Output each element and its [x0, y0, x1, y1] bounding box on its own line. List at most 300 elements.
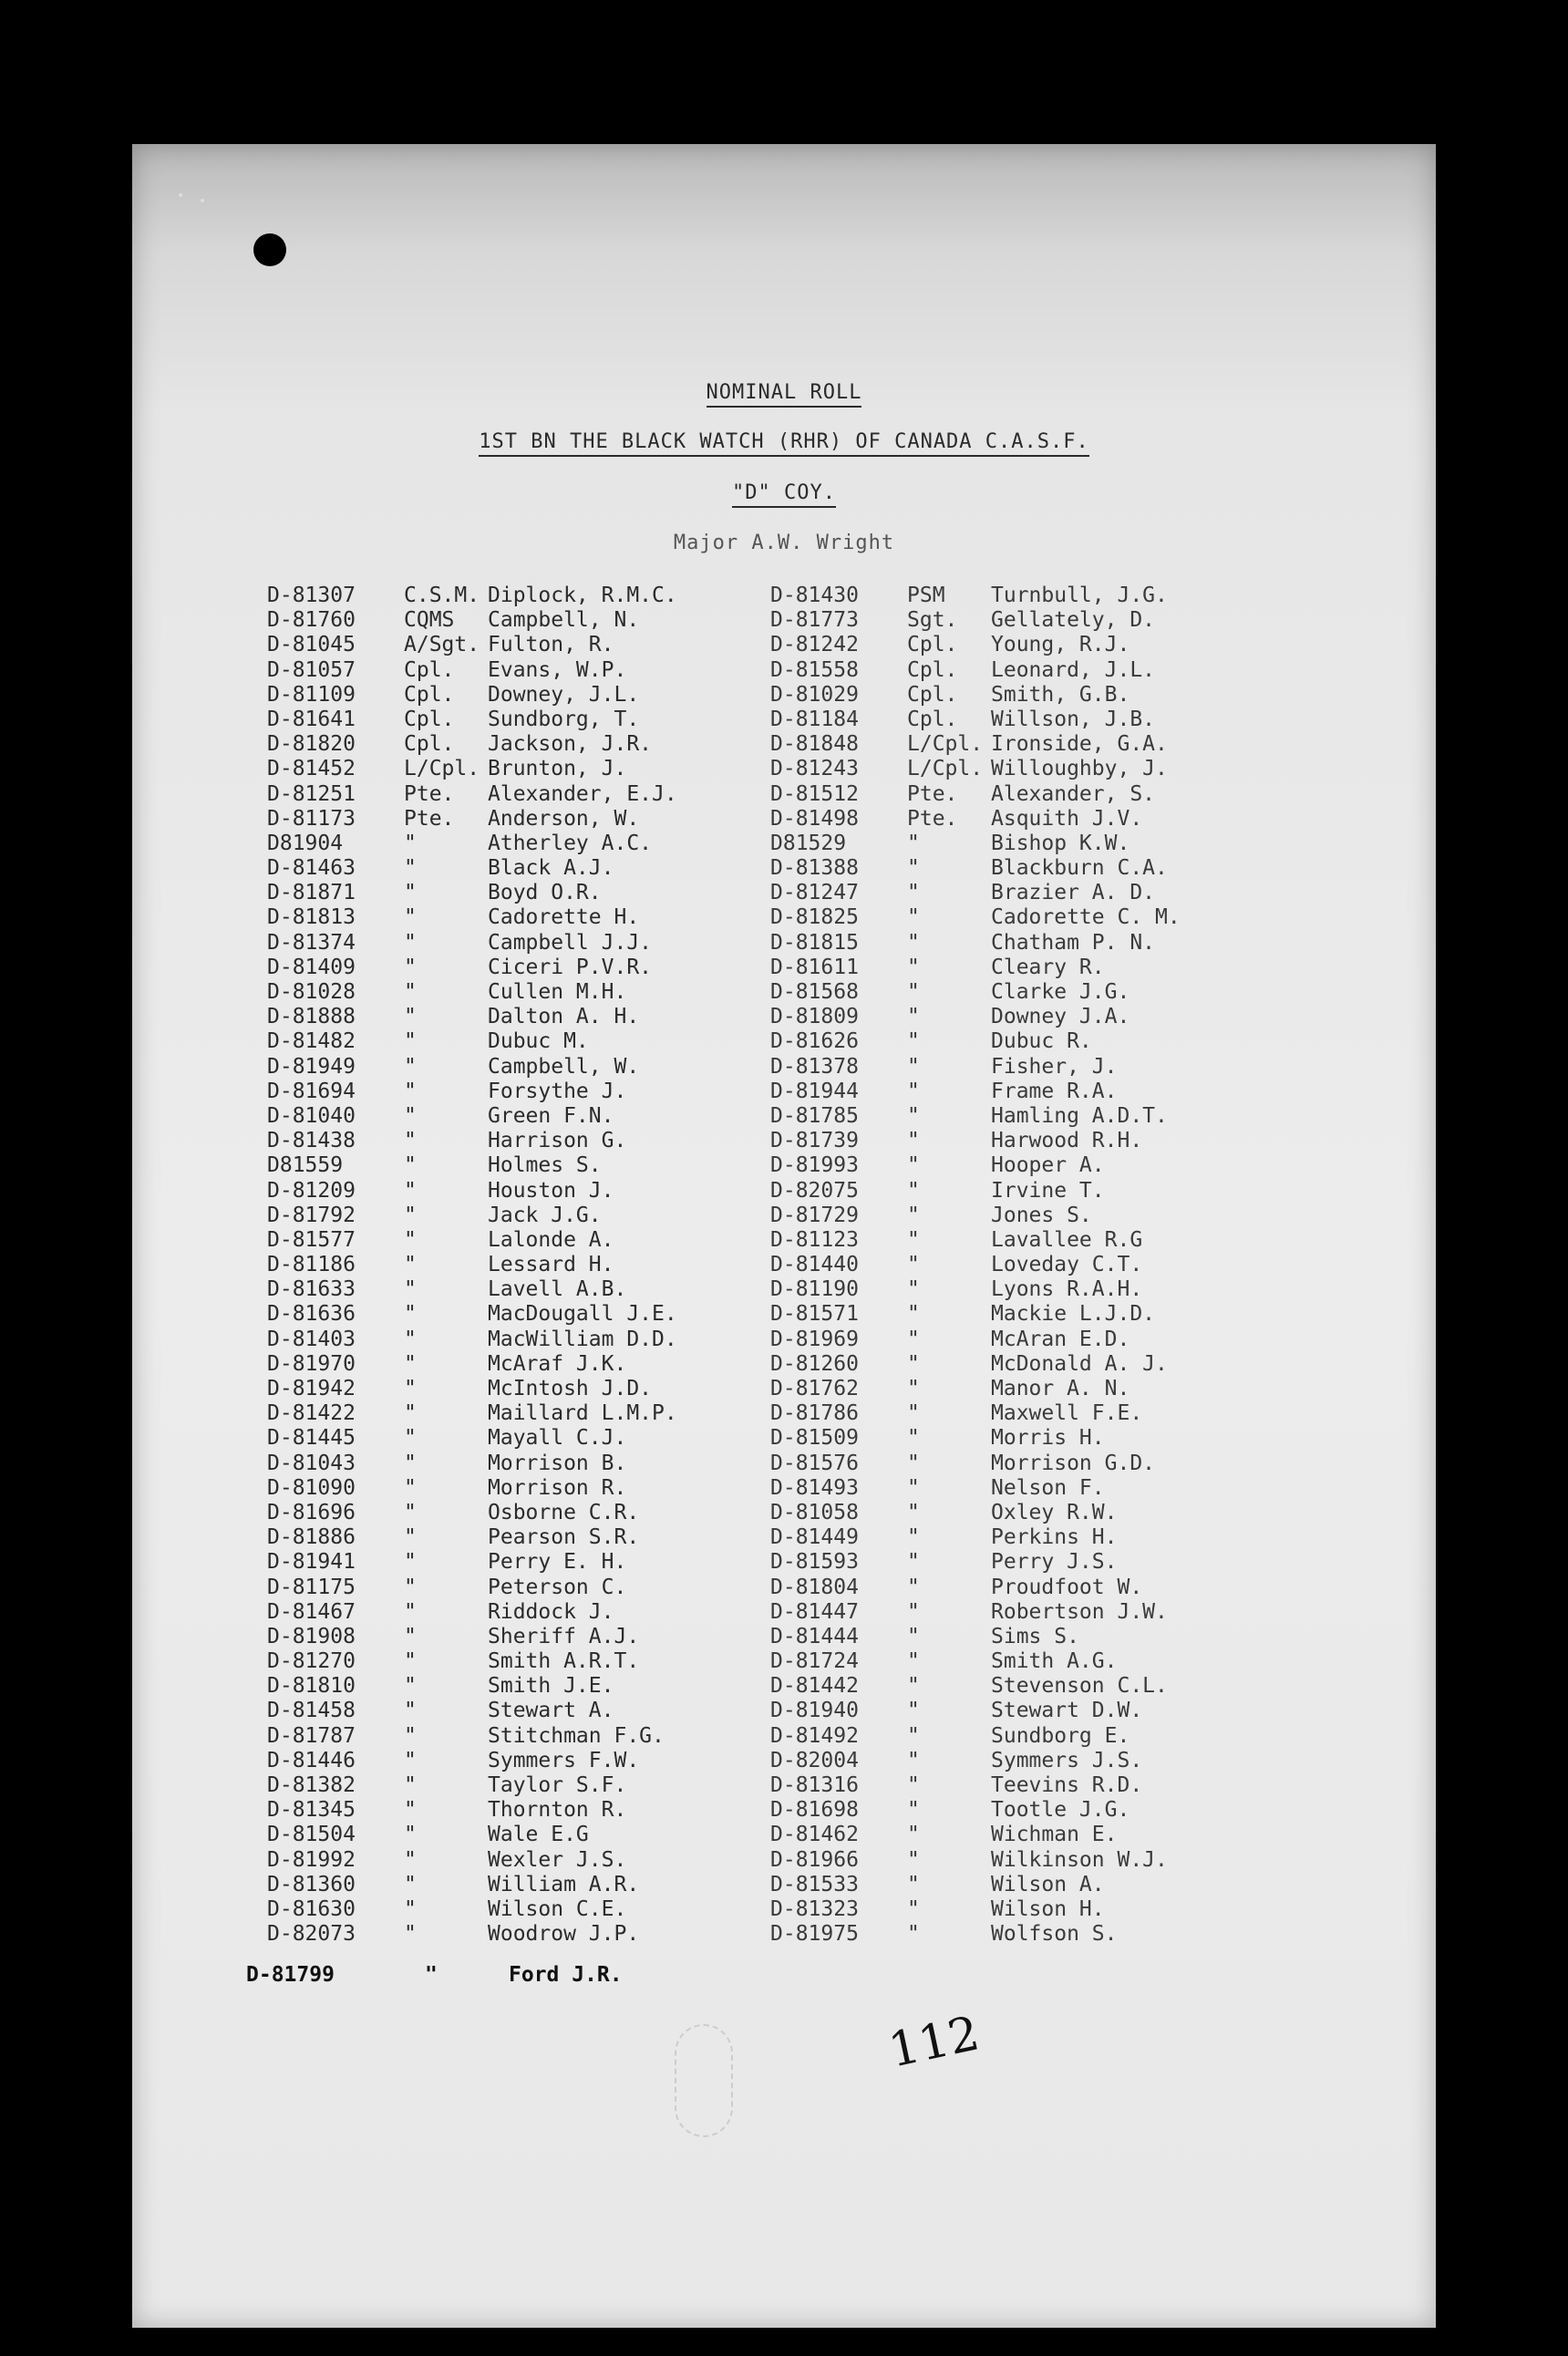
soldier-name: Stevenson C.L. [991, 1674, 1168, 1699]
roll-row [770, 1377, 1181, 1401]
rank: " [907, 1327, 920, 1351]
rank: " [404, 831, 417, 855]
soldier-name: Wilson H. [991, 1896, 1105, 1921]
roll-row [770, 1501, 1181, 1525]
soldier-name: Maillard L.M.P. [488, 1401, 677, 1426]
roll-row [770, 905, 1181, 930]
soldier-name: Harrison G. [488, 1129, 627, 1153]
rank: PSM [907, 584, 945, 607]
roll-row [770, 683, 1181, 708]
roll-row [770, 1277, 1181, 1302]
roll-row [770, 1153, 1181, 1178]
service-number: D-81270 [267, 1649, 356, 1674]
roll-row [267, 1625, 677, 1649]
service-number: D-81058 [770, 1500, 859, 1524]
soldier-name: Tootle J.G. [991, 1798, 1130, 1823]
soldier-name: Houston J. [488, 1178, 614, 1203]
service-number: D-81186 [267, 1253, 356, 1277]
service-number: D-81558 [770, 657, 859, 682]
service-number: D-81504 [267, 1823, 356, 1847]
rank: Pte. [907, 806, 958, 831]
rank: " [907, 1922, 920, 1947]
roll-row [267, 856, 677, 881]
faint-stamp [675, 2024, 733, 2137]
roll-title: NOMINAL ROLL [0, 381, 1568, 404]
service-number: D-81422 [267, 1401, 356, 1426]
roll-row [770, 1080, 1181, 1104]
service-number: D-81820 [267, 732, 356, 757]
rank: Sgt. [907, 608, 958, 633]
soldier-name: Willson, J.B. [991, 707, 1156, 731]
service-number: D-82004 [770, 1748, 859, 1772]
service-number: D-81512 [770, 781, 859, 806]
roll-row [267, 1773, 677, 1798]
roll-row [267, 1823, 677, 1847]
service-number: D-81378 [770, 1054, 859, 1079]
rank: " [404, 1575, 417, 1599]
rank: " [404, 1277, 417, 1302]
roll-row [770, 1179, 1181, 1204]
soldier-name: Bishop K.W. [991, 831, 1130, 855]
officer-name: Major A.W. Wright [673, 532, 895, 554]
service-number: D-81888 [267, 1005, 356, 1029]
soldier-name: Black A.J. [488, 856, 614, 881]
rank: " [404, 1847, 417, 1872]
roll-row [267, 1749, 677, 1773]
soldier-name: Gellately, D. [991, 608, 1156, 633]
roll-row [267, 1476, 677, 1501]
service-number: D-81785 [770, 1103, 859, 1128]
service-number: D-81636 [267, 1302, 356, 1327]
roll-row [267, 1153, 677, 1178]
soldier-name: Frame R.A. [991, 1079, 1118, 1103]
rank: " [404, 1327, 417, 1351]
roll-row [267, 1848, 677, 1873]
service-number: D-81452 [267, 757, 356, 781]
soldier-name: Holmes S. [488, 1153, 602, 1178]
roll-row [770, 658, 1181, 683]
soldier-name: Diplock, R.M.C. [488, 584, 677, 607]
roll-row [267, 931, 677, 956]
soldier-name: Wolfson S. [991, 1922, 1118, 1947]
soldier-name: Oxley R.W. [991, 1500, 1118, 1524]
rank: " [404, 1103, 417, 1128]
service-number: D-81430 [770, 584, 859, 607]
rank: " [404, 1153, 417, 1178]
service-number: D-81694 [267, 1079, 356, 1103]
roll-row [267, 1501, 677, 1525]
soldier-name: Brunton, J. [488, 757, 627, 781]
roll-row [770, 980, 1181, 1005]
service-number: D-81243 [770, 757, 859, 781]
roll-row [770, 633, 1181, 657]
roll-row [770, 1228, 1181, 1253]
soldier-name: Nelson F. [991, 1475, 1105, 1500]
rank: Cpl. [404, 732, 455, 757]
soldier-name: Hamling A.D.T. [991, 1103, 1168, 1128]
service-number: D-81993 [770, 1153, 859, 1178]
roll-row [267, 1129, 677, 1153]
service-number: D-81482 [267, 1029, 356, 1054]
rank: Cpl. [907, 707, 958, 731]
roll-row [267, 732, 677, 757]
soldier-name: Cadorette H. [488, 905, 640, 930]
rank: " [907, 831, 920, 855]
soldier-name: Chatham P. N. [991, 930, 1156, 955]
roll-row [267, 905, 677, 930]
rank: " [907, 1699, 920, 1723]
rank: " [404, 1426, 417, 1451]
soldier-name: Riddock J. [488, 1599, 614, 1624]
speck [201, 199, 204, 202]
service-number: D-81760 [267, 608, 356, 633]
service-number: D-81090 [267, 1475, 356, 1500]
roll-row [267, 1699, 677, 1723]
rank: " [404, 1227, 417, 1252]
service-number: D-81871 [267, 881, 356, 905]
roll-row [267, 1029, 677, 1054]
soldier-name: Perry J.S. [991, 1550, 1118, 1575]
rank: L/Cpl. [907, 757, 984, 781]
rank: " [907, 1773, 920, 1797]
roll-row [770, 1328, 1181, 1352]
roll-row [770, 1204, 1181, 1228]
service-number: D-81804 [770, 1575, 859, 1599]
soldier-name: Evans, W.P. [488, 657, 627, 682]
roll-row [267, 832, 677, 856]
soldier-name: Boyd O.R. [488, 881, 602, 905]
rank: Cpl. [404, 682, 455, 707]
rank: " [404, 980, 417, 1004]
rank: " [907, 1129, 920, 1153]
soldier-name: Ciceri P.V.R. [488, 955, 653, 979]
rank: " [404, 1054, 417, 1079]
service-number: D-81040 [267, 1103, 356, 1128]
service-number: D-81729 [770, 1203, 859, 1227]
roll-row [770, 1029, 1181, 1054]
rank: " [907, 1525, 920, 1550]
roll-row [770, 1525, 1181, 1550]
rank: " [404, 955, 417, 979]
soldier-name: Mayall C.J. [488, 1426, 627, 1451]
service-number: D-81442 [770, 1674, 859, 1699]
service-number: D-81969 [770, 1327, 859, 1351]
service-number: D-81173 [267, 806, 356, 831]
rank: " [907, 1277, 920, 1302]
soldier-name: Asquith J.V. [991, 806, 1143, 831]
soldier-name: Jackson, J.R. [488, 732, 653, 757]
soldier-name: Smith J.E. [488, 1674, 614, 1699]
roll-row [770, 807, 1181, 832]
soldier-name: Dalton A. H. [488, 1005, 640, 1029]
soldier-name: Fisher, J. [991, 1054, 1118, 1079]
rank: " [404, 1773, 417, 1797]
service-number: D-81698 [770, 1798, 859, 1823]
soldier-name: Stewart D.W. [991, 1699, 1143, 1723]
soldier-name: Lessard H. [488, 1253, 614, 1277]
roll-row [267, 1452, 677, 1476]
soldier-name: Smith, G.B. [991, 682, 1130, 707]
rank: " [404, 1748, 417, 1772]
rank: " [907, 905, 920, 930]
roll-row [267, 807, 677, 832]
soldier-name: Morrison R. [488, 1475, 627, 1500]
soldier-name: Loveday C.T. [991, 1253, 1143, 1277]
service-number: D-81941 [267, 1550, 356, 1575]
service-number: D-81184 [770, 707, 859, 731]
rank: " [907, 1029, 920, 1054]
roll-row [770, 1699, 1181, 1723]
roll-row [267, 782, 677, 807]
soldier-name: Campbell J.J. [488, 930, 653, 955]
service-number: D-82073 [267, 1922, 356, 1947]
service-number: D-81786 [770, 1401, 859, 1426]
service-number: D-81630 [267, 1896, 356, 1921]
soldier-name: Manor A. N. [991, 1377, 1130, 1400]
rank: " [404, 1649, 417, 1674]
rank: " [404, 1129, 417, 1153]
roll-row [267, 1550, 677, 1575]
service-number: D-81316 [770, 1773, 859, 1797]
rank: " [404, 1798, 417, 1823]
rank: " [404, 1079, 417, 1103]
company-heading: "D" COY. [0, 481, 1568, 504]
rank: " [907, 930, 920, 955]
soldier-name: Taylor S.F. [488, 1773, 627, 1797]
service-number: D-81029 [770, 682, 859, 707]
soldier-name: Brazier A. D. [991, 881, 1156, 905]
service-number: D-82075 [770, 1178, 859, 1203]
rank: " [404, 1178, 417, 1203]
roll-row [770, 1649, 1181, 1674]
soldier-name: McIntosh J.D. [488, 1377, 653, 1400]
roll-row [770, 1426, 1181, 1451]
soldier-name: Dubuc R. [991, 1029, 1092, 1054]
roll-row [770, 856, 1181, 881]
service-number: D81559 [267, 1153, 344, 1178]
service-number: D-81593 [770, 1550, 859, 1575]
rank: Cpl. [404, 707, 455, 731]
service-number: D-81940 [770, 1699, 859, 1723]
rank: " [404, 1203, 417, 1227]
service-number: D-81815 [770, 930, 859, 955]
soldier-name: MacWilliam D.D. [488, 1327, 677, 1351]
rank: " [907, 1475, 920, 1500]
service-number: D-81970 [267, 1351, 356, 1376]
service-number: D-81444 [770, 1624, 859, 1648]
soldier-name: Alexander, E.J. [488, 781, 677, 806]
service-number: D-81043 [267, 1451, 356, 1475]
service-number: D-81251 [267, 781, 356, 806]
service-number: D-81848 [770, 732, 859, 757]
soldier-name: Downey, J.L. [488, 682, 640, 707]
soldier-name: Thornton R. [488, 1798, 627, 1823]
soldier-name: Dubuc M. [488, 1029, 589, 1054]
soldier-name: Lavell A.B. [488, 1277, 627, 1302]
rank: " [907, 1351, 920, 1376]
rank: " [907, 1550, 920, 1575]
roll-row [770, 708, 1181, 732]
rank: " [907, 1178, 920, 1203]
roll-row [770, 1401, 1181, 1426]
soldier-name: William A.R. [488, 1872, 640, 1896]
rank: " [907, 881, 920, 905]
soldier-name: Wilson A. [991, 1872, 1105, 1896]
rank: " [907, 1302, 920, 1327]
soldier-name: Robertson J.W. [991, 1599, 1168, 1624]
rank: " [404, 1922, 417, 1947]
service-number: D-81446 [267, 1748, 356, 1772]
service-number: D-81388 [770, 856, 859, 881]
service-number: D-81458 [267, 1699, 356, 1723]
service-number: D-81175 [267, 1575, 356, 1599]
service-number: D-81028 [267, 980, 356, 1004]
roll-row [770, 1576, 1181, 1600]
rank: " [907, 1674, 920, 1699]
service-number: D-81209 [267, 1178, 356, 1203]
rank: " [907, 1649, 920, 1674]
soldier-name: Atherley A.C. [488, 831, 653, 855]
service-number: D-81045 [267, 633, 356, 657]
rank: " [404, 856, 417, 881]
soldier-name: Maxwell F.E. [991, 1401, 1143, 1426]
roll-row [770, 608, 1181, 633]
roll-row [770, 1674, 1181, 1699]
service-number: D-81374 [267, 930, 356, 955]
rank: " [404, 1005, 417, 1029]
service-number: D-81493 [770, 1475, 859, 1500]
rank: " [404, 1723, 417, 1748]
roll-row [267, 1179, 677, 1204]
roll-row [770, 1873, 1181, 1897]
roll-row [770, 1055, 1181, 1080]
roll-row [770, 1352, 1181, 1377]
roll-row [770, 1476, 1181, 1501]
rank: " [425, 1963, 438, 1987]
service-number: D-81577 [267, 1227, 356, 1252]
soldier-name: Wilkinson W.J. [991, 1847, 1168, 1872]
roll-row [267, 757, 677, 781]
soldier-name: Wichman E. [991, 1823, 1118, 1847]
soldier-name: Cullen M.H. [488, 980, 627, 1004]
service-number: D-81576 [770, 1451, 859, 1475]
roll-row [770, 956, 1181, 980]
service-number: D-81447 [770, 1599, 859, 1624]
soldier-name: Fulton, R. [488, 633, 614, 657]
roll-row [770, 1823, 1181, 1847]
soldier-name: McDonald A. J. [991, 1351, 1168, 1376]
soldier-name: Teevins R.D. [991, 1773, 1143, 1797]
rank: " [907, 1203, 920, 1227]
roll-row [267, 584, 677, 608]
service-number: D-81440 [770, 1253, 859, 1277]
rank: " [404, 1401, 417, 1426]
soldier-name: Sundborg, T. [488, 707, 640, 731]
service-number: D-81498 [770, 806, 859, 831]
page-number: 112 [883, 2006, 985, 2079]
service-number: D-81944 [770, 1079, 859, 1103]
roll-row [267, 1724, 677, 1749]
service-number: D-81449 [770, 1525, 859, 1550]
service-number: D-81533 [770, 1872, 859, 1896]
service-number: D-81813 [267, 905, 356, 930]
roll-row [267, 708, 677, 732]
soldier-name: Cleary R. [991, 955, 1105, 979]
soldier-name: Campbell, W. [488, 1054, 640, 1079]
rank: C.S.M. [404, 584, 480, 607]
roll-row [267, 1426, 677, 1451]
rank: " [907, 1451, 920, 1475]
service-number: D-81509 [770, 1426, 859, 1451]
soldier-name: Downey J.A. [991, 1005, 1130, 1029]
rank: " [907, 1426, 920, 1451]
soldier-name: Alexander, S. [991, 781, 1156, 806]
roll-row [770, 881, 1181, 905]
soldier-name: Perkins H. [991, 1525, 1118, 1550]
service-number: D-81992 [267, 1847, 356, 1872]
soldier-name: Morrison G.D. [991, 1451, 1156, 1475]
rank: L/Cpl. [907, 732, 984, 757]
rank: " [907, 1575, 920, 1599]
service-number: D-81463 [267, 856, 356, 881]
soldier-name: Jones S. [991, 1203, 1092, 1227]
service-number: D-81724 [770, 1649, 859, 1674]
roll-row [267, 1228, 677, 1253]
roll-row [267, 1576, 677, 1600]
soldier-name: Smith A.G. [991, 1649, 1118, 1674]
service-number: D-81966 [770, 1847, 859, 1872]
roll-row [267, 1922, 677, 1947]
roll-row [770, 1550, 1181, 1575]
soldier-name: Green F.N. [488, 1103, 614, 1128]
soldier-name: MacDougall J.E. [488, 1302, 677, 1327]
soldier-name: McAraf J.K. [488, 1351, 627, 1376]
soldier-name: Hooper A. [991, 1153, 1105, 1178]
soldier-name: Morris H. [991, 1426, 1105, 1451]
soldier-name: Woodrow J.P. [488, 1922, 640, 1947]
service-number: D-81123 [770, 1227, 859, 1252]
service-number: D-81787 [267, 1723, 356, 1748]
added-entry [246, 1963, 623, 1987]
rank: " [404, 1872, 417, 1896]
service-number: D-81307 [267, 584, 356, 607]
roll-row [267, 1600, 677, 1625]
roll-row [267, 1897, 677, 1922]
rank: " [907, 1227, 920, 1252]
rank: " [907, 955, 920, 979]
service-number: D-81492 [770, 1723, 859, 1748]
soldier-name: Wexler J.S. [488, 1847, 627, 1872]
roll-column-left [267, 584, 677, 1947]
soldier-name: Morrison B. [488, 1451, 627, 1475]
rank: Pte. [404, 806, 455, 831]
roll-row [770, 732, 1181, 757]
service-number: D-81445 [267, 1426, 356, 1451]
roll-row [267, 956, 677, 980]
service-number: D-81571 [770, 1302, 859, 1327]
service-number: D-81626 [770, 1029, 859, 1054]
roll-row [770, 1129, 1181, 1153]
rank: " [404, 1475, 417, 1500]
soldier-name: Anderson, W. [488, 806, 640, 831]
soldier-name: Forsythe J. [488, 1079, 627, 1103]
rank: " [907, 1079, 920, 1103]
rank: A/Sgt. [404, 633, 480, 657]
rank: Cpl. [907, 657, 958, 682]
roll-row [770, 1773, 1181, 1798]
roll-row [267, 1401, 677, 1426]
rank: " [907, 1401, 920, 1426]
